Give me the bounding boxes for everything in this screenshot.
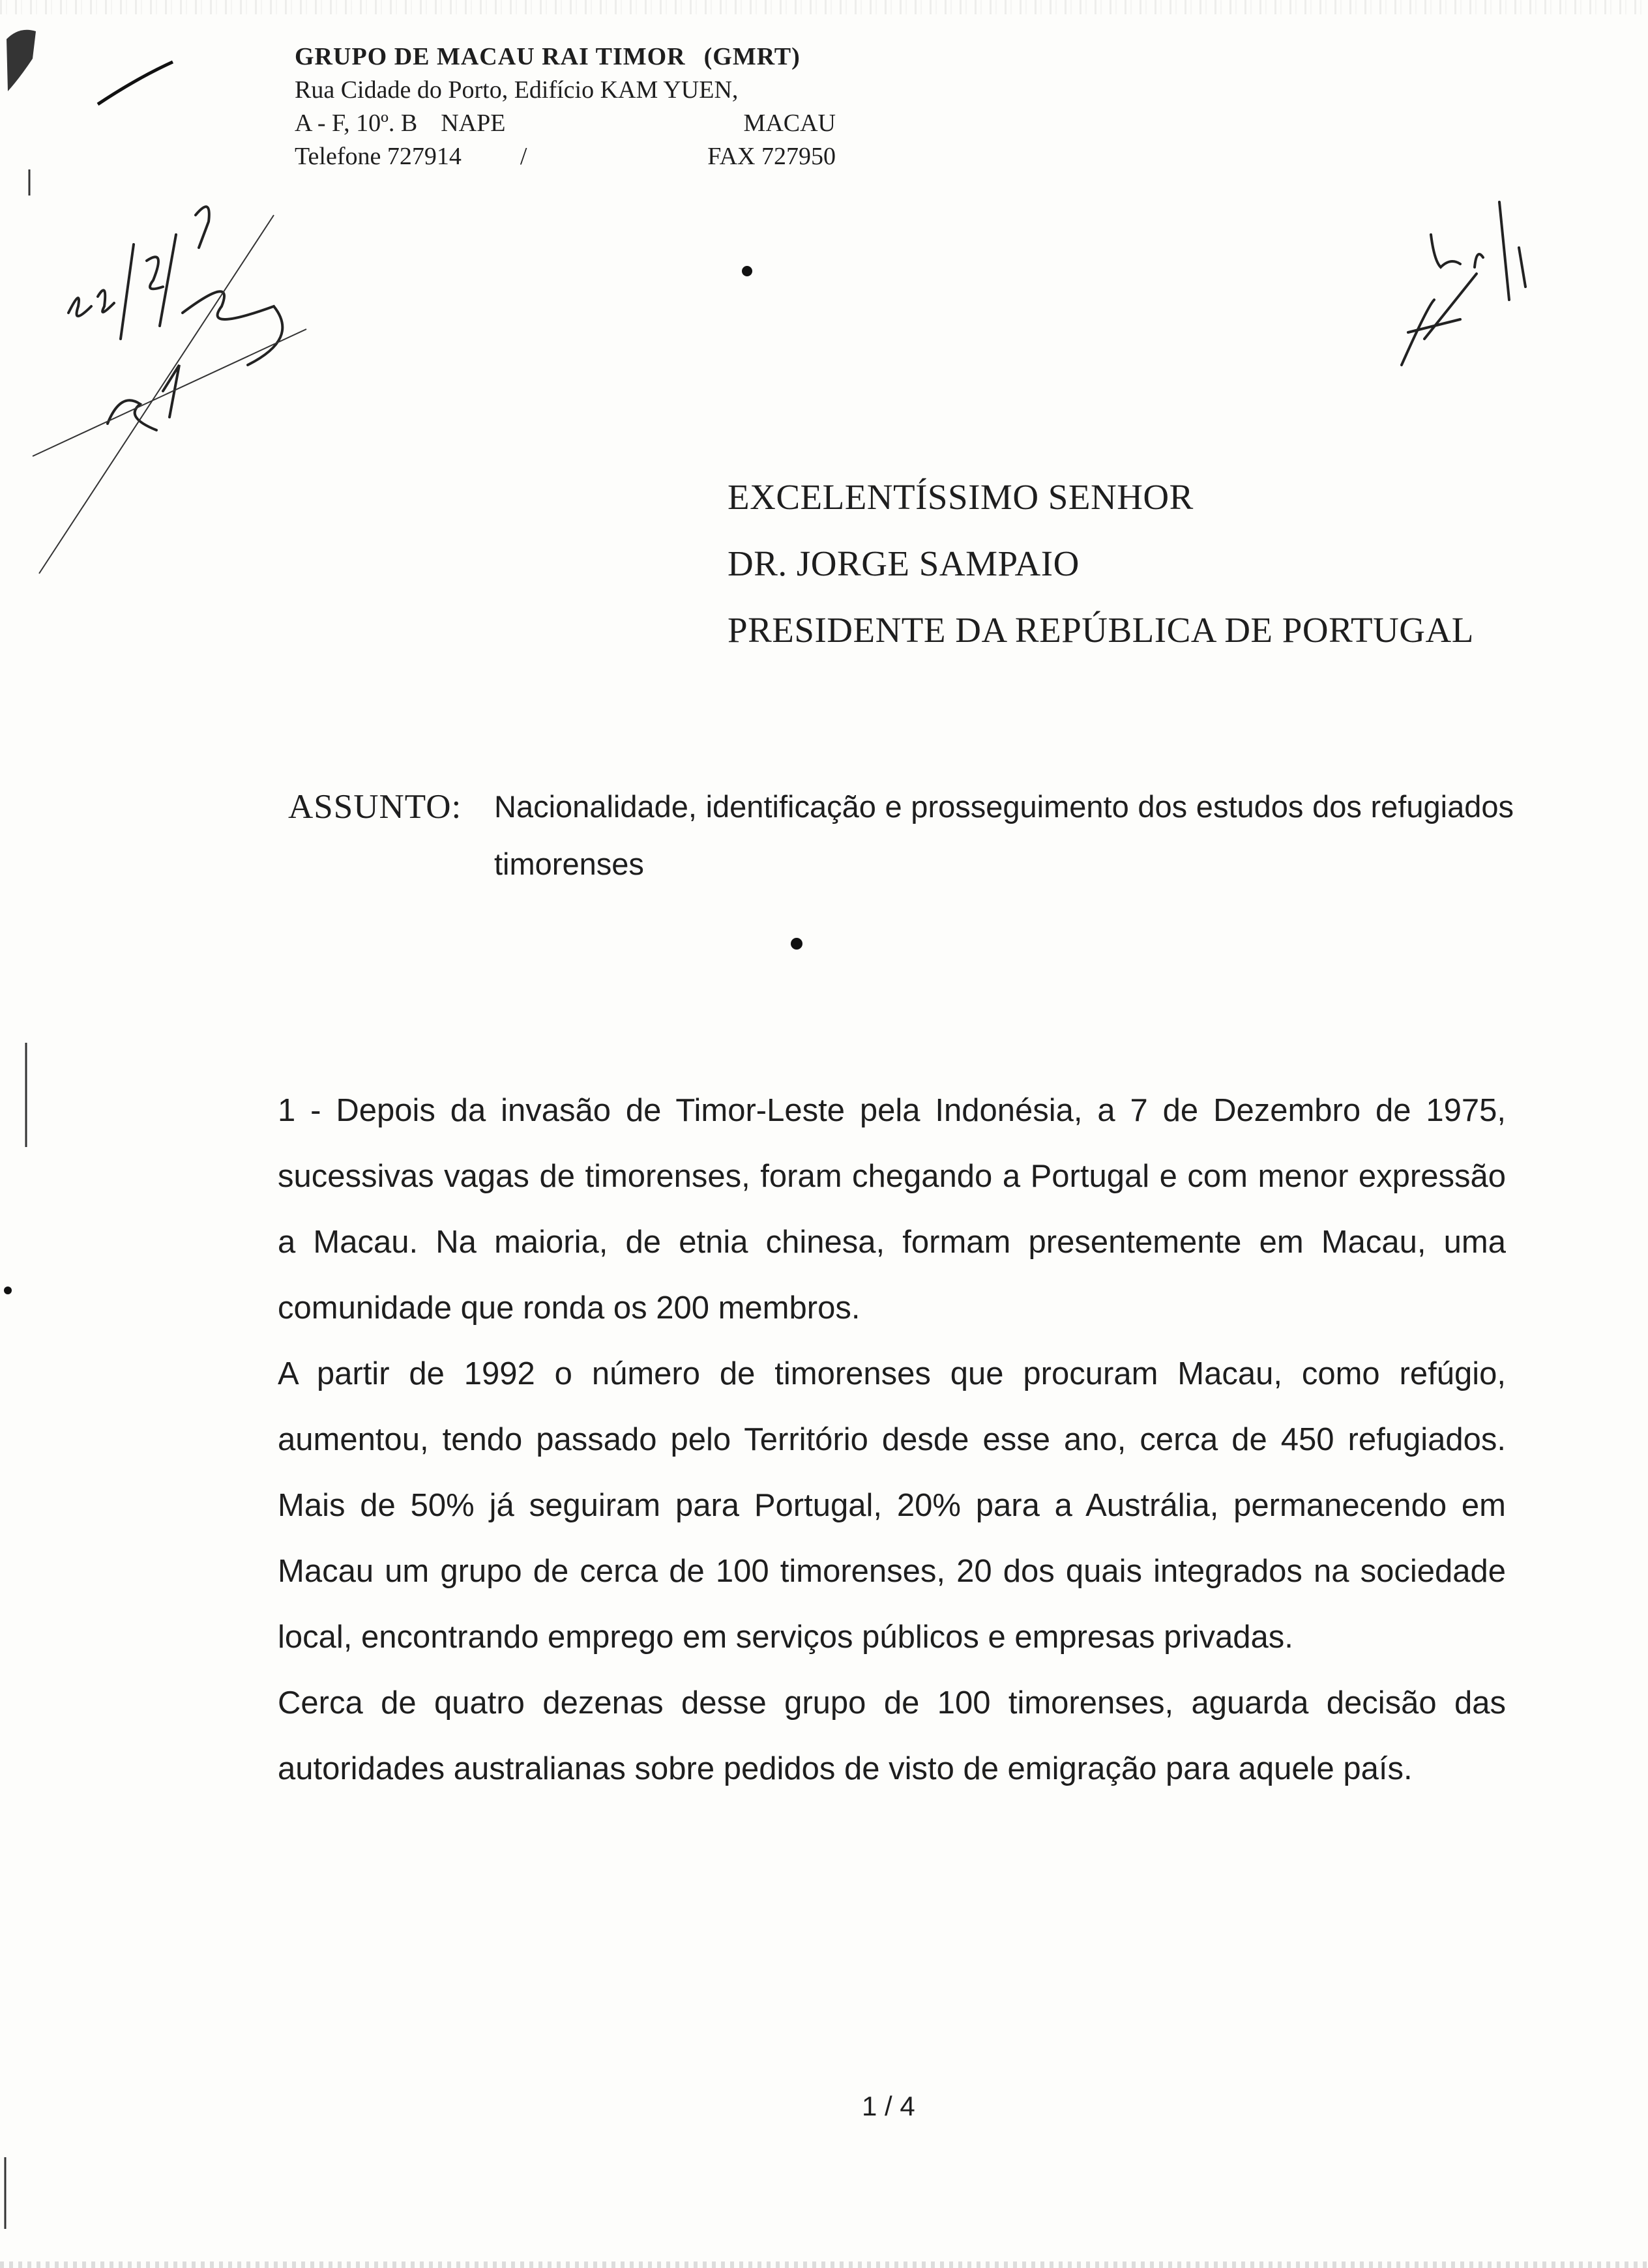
sender-district: NAPE bbox=[441, 109, 506, 137]
sender-org-abbr: (GMRT) bbox=[703, 43, 801, 70]
initials-scribble bbox=[108, 291, 282, 430]
ink-dot bbox=[791, 938, 802, 950]
sender-org: GRUPO DE MACAU RAI TIMOR bbox=[295, 43, 686, 70]
body-paragraph-3: Cerca de quatro dezenas desse grupo de 100 timorenses, aguarda decisão das autoridades australianas sobre pedidos de visto de emigração para aquele país. bbox=[278, 1685, 1506, 1786]
sender-city: MACAU bbox=[743, 109, 836, 137]
addressee-name: DR. JORGE SAMPAIO bbox=[728, 544, 1080, 583]
sender-floor: A - F, 10º. B bbox=[295, 109, 418, 137]
ink-dot bbox=[4, 1287, 12, 1294]
scan-edge-noise bbox=[0, 0, 1648, 14]
body-paragraph-2: A partir de 1992 o número de timorenses que procuram Macau, como refúgio, aumentou, tendo passado pelo Território desde esse ano, cerca de 450 refugiados. Mais de 50% já seguiram para Portugal, 20% para a Austrália, permanecendo em Macau um grupo de cerca de 100 timorenses, 20 dos quais integrados na sociedade local, encontrando emprego em serviços públicos e empresas privadas. bbox=[278, 1356, 1506, 1655]
addressee-title: PRESIDENTE DA REPÚBLICA DE PORTUGAL bbox=[728, 610, 1474, 650]
diagonal-pen-line-2 bbox=[33, 329, 306, 456]
scan-bottom-edge bbox=[0, 2261, 1648, 2268]
sender-address-text: Rua Cidade do Porto, Edifício KAM YUEN, bbox=[295, 76, 739, 104]
addressee-salutation: EXCELENTÍSSIMO SENHOR bbox=[728, 477, 1194, 517]
sender-org-line bbox=[295, 40, 836, 74]
sender-block bbox=[295, 40, 836, 173]
subject-text: Nacionalidade, identificação e prosseguimento dos estudos dos refugiados timorenses bbox=[494, 789, 1514, 881]
sender-separator: / bbox=[520, 143, 527, 170]
pen-stroke-top bbox=[98, 62, 173, 104]
sender-address-line2 bbox=[295, 107, 836, 140]
sender-address-line1 bbox=[295, 74, 836, 107]
corner-ink-mark bbox=[7, 30, 36, 91]
sender-contact-line bbox=[295, 140, 836, 173]
addressee-block bbox=[728, 464, 1474, 663]
subject-label: ASSUNTO: bbox=[288, 788, 462, 826]
date-scribble bbox=[68, 207, 209, 339]
letter-body bbox=[278, 1078, 1506, 1802]
page-number: 1 / 4 bbox=[862, 2091, 915, 2121]
body-paragraph-1: 1 - Depois da invasão de Timor-Leste pela Indonésia, a 7 de Dezembro de 1975, sucessivas vagas de timorenses, foram chegando a Portugal e com menor expressão a Macau. Na maioria, de etnia chinesa, formam presentemente em Macau, uma comunidade que ronda os 200 membros. bbox=[278, 1093, 1506, 1326]
diagonal-pen-line bbox=[39, 215, 274, 574]
top-right-scribble bbox=[1402, 202, 1525, 365]
sender-fax: FAX 727950 bbox=[707, 143, 836, 170]
sender-phone: Telefone 727914 bbox=[295, 143, 462, 170]
ink-dot bbox=[742, 266, 752, 276]
subject-block bbox=[288, 778, 1514, 893]
